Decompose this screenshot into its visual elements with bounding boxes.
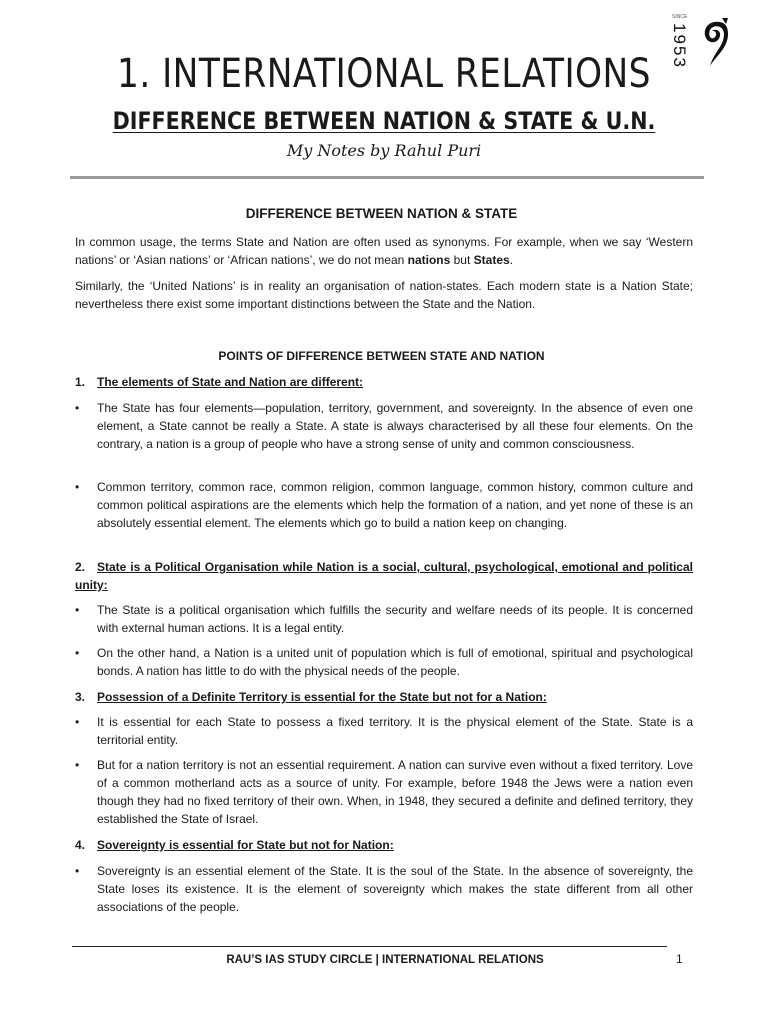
bullet-icon: • bbox=[75, 480, 80, 494]
bullet-icon: • bbox=[75, 603, 80, 617]
bullet-icon: • bbox=[75, 758, 80, 772]
document-title: 1. INTERNATIONAL RELATIONS bbox=[117, 51, 651, 97]
paragraph-united-nations: Similarly, the ‘United Nations’ is in reality an organisation of nation-states. Each modern state is a Nation State; nevertheless there exist some important distinctions between the State and the Nation. bbox=[75, 279, 693, 311]
list-item: • But for a nation territory is not an essential requirement. A nation can survive even without a fixed territory. Love of a common motherland acts as a source of unity. For example, before 1948 the Jews were a nation even though they had no fixed territory of their own. When, in 1948, they secured a definite and defined territory, they established the State of Israel. bbox=[75, 758, 693, 826]
point-heading-3: 3. Possession of a Definite Territory is essential for the State but not for a Nation: bbox=[75, 690, 547, 704]
list-item: • The State has four elements—population, territory, government, and sovereignty. In the absence of even one element, a State cannot be really a State. A state is always characterised by all these four elements. On the contrary, a nation is a group of people who have a strong sense of unity and common consciousness. bbox=[75, 401, 693, 451]
footer-text: RAU’S IAS STUDY CIRCLE | INTERNATIONAL RELATIONS bbox=[226, 954, 544, 966]
author-line: My Notes by Rahul Puri bbox=[286, 141, 482, 160]
document-subtitle: DIFFERENCE BETWEEN NATION & STATE & U.N. bbox=[112, 107, 656, 135]
list-item: • Common territory, common race, common religion, common language, common history, common culture and common political aspirations are the elements which help the formation of a nation, and yet none of these is an absolutely essential element. The elements which go to build a nation keep on changing. bbox=[75, 480, 693, 530]
logo-year-text: 1953 bbox=[670, 23, 689, 69]
section-heading-points: POINTS OF DIFFERENCE BETWEEN STATE AND NATION bbox=[218, 349, 545, 363]
point-heading-1: 1. The elements of State and Nation are different: bbox=[75, 375, 364, 389]
bullet-icon: • bbox=[75, 646, 80, 660]
section-heading-difference: DIFFERENCE BETWEEN NATION & STATE bbox=[245, 206, 518, 221]
bullet-icon: • bbox=[75, 715, 80, 729]
list-item: • On the other hand, a Nation is a united unit of population which is full of emotional, spiritual and psychological bonds. A nation has little to do with the physical needs of the people. bbox=[75, 646, 693, 678]
list-item: • Sovereignty is an essential element of the State. It is the soul of the State. In the absence of sovereignty, the State loses its existence. It is the element of sovereignty which makes the state different from all other associations of the people. bbox=[75, 864, 693, 914]
page-number: 1 bbox=[676, 952, 683, 966]
bullet-icon: • bbox=[75, 401, 80, 415]
footer-divider bbox=[72, 946, 667, 947]
bullet-icon: • bbox=[75, 864, 80, 878]
list-item: • It is essential for each State to possess a fixed territory. It is the physical element of the State. State is a territorial entity. bbox=[75, 715, 693, 747]
header-divider bbox=[70, 176, 704, 179]
logo-since-text: SINCE bbox=[672, 14, 688, 20]
point-heading-4: 4. Sovereignty is essential for State but not for Nation: bbox=[75, 838, 394, 852]
paragraph-common-usage: In common usage, the terms State and Nation are often used as synonyms. For example, when we say ‘Western nations’ or ‘Asian nations’ or ‘African nations’, we do not mean nations but States. bbox=[75, 235, 693, 267]
list-item: • The State is a political organisation which fulfills the security and welfare needs of its people. It is concerned with external human actions. It is a legal entity. bbox=[75, 603, 693, 635]
point-heading-2: 2. State is a Political Organisation while Nation is a social, cultural, psychological, emotional and political unity: bbox=[75, 560, 693, 592]
intro-paragraph bbox=[75, 233, 693, 269]
